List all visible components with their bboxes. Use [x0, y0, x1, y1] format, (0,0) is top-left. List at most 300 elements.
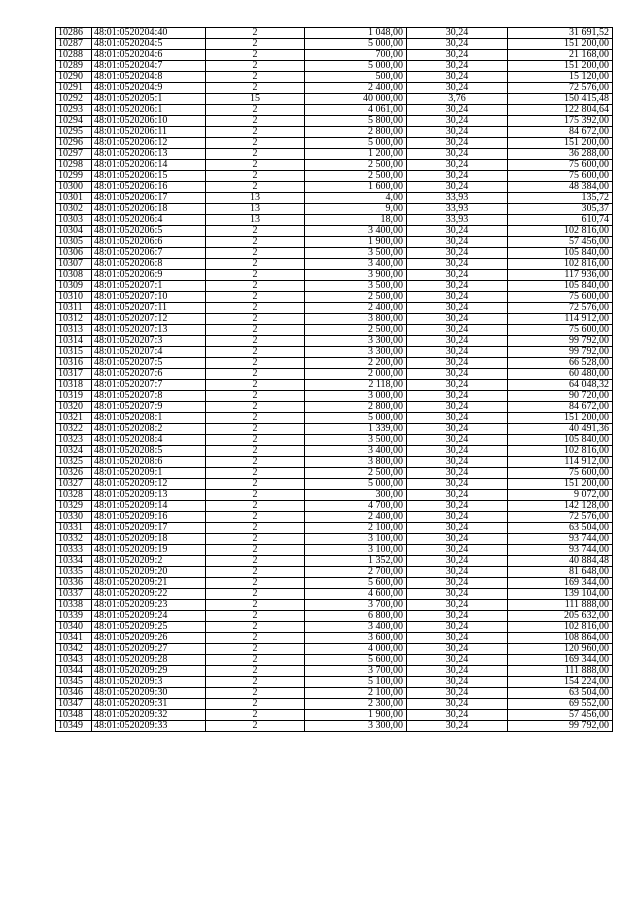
- table-row: [56, 325, 613, 336]
- area-cell: 3 700,00: [305, 666, 407, 677]
- area-cell: 4,00: [305, 193, 407, 204]
- row-number-cell: 10319: [56, 391, 92, 402]
- area-cell: 300,00: [305, 490, 407, 501]
- area-cell: 5 000,00: [305, 138, 407, 149]
- group-cell: 2: [206, 512, 305, 523]
- row-number-cell: 10339: [56, 611, 92, 622]
- value-cell: 175 392,00: [508, 116, 613, 127]
- value-cell: 69 552,00: [508, 699, 613, 710]
- rate-cell: 30,24: [407, 567, 508, 578]
- table-row: [56, 149, 613, 160]
- rate-cell: 33,93: [407, 204, 508, 215]
- group-cell: 2: [206, 325, 305, 336]
- table-row: [56, 644, 613, 655]
- value-cell: 66 528,00: [508, 358, 613, 369]
- area-cell: 2 400,00: [305, 303, 407, 314]
- row-number-cell: 10325: [56, 457, 92, 468]
- rate-cell: 30,24: [407, 83, 508, 94]
- row-number-cell: 10307: [56, 259, 92, 270]
- area-cell: 3 600,00: [305, 633, 407, 644]
- group-cell: 13: [206, 204, 305, 215]
- table-row: [56, 380, 613, 391]
- cadastral-number-cell: 48:01:0520207:5: [92, 358, 206, 369]
- group-cell: 2: [206, 523, 305, 534]
- rate-cell: 30,24: [407, 545, 508, 556]
- table-row: [56, 72, 613, 83]
- table-row: [56, 424, 613, 435]
- row-number-cell: 10323: [56, 435, 92, 446]
- area-cell: 1 352,00: [305, 556, 407, 567]
- group-cell: 2: [206, 501, 305, 512]
- rate-cell: 30,24: [407, 28, 508, 39]
- rate-cell: 30,24: [407, 677, 508, 688]
- value-cell: 75 600,00: [508, 160, 613, 171]
- row-number-cell: 10332: [56, 534, 92, 545]
- table-row: [56, 677, 613, 688]
- cadastral-number-cell: 48:01:0520208:5: [92, 446, 206, 457]
- area-cell: 6 800,00: [305, 611, 407, 622]
- area-cell: 3 000,00: [305, 391, 407, 402]
- area-cell: 3 300,00: [305, 336, 407, 347]
- rate-cell: 30,24: [407, 479, 508, 490]
- table-row: [56, 28, 613, 39]
- rate-cell: 30,24: [407, 149, 508, 160]
- row-number-cell: 10293: [56, 105, 92, 116]
- area-cell: 3 500,00: [305, 248, 407, 259]
- row-number-cell: 10334: [56, 556, 92, 567]
- cadastral-number-cell: 48:01:0520209:25: [92, 622, 206, 633]
- cadastral-number-cell: 48:01:0520208:2: [92, 424, 206, 435]
- area-cell: 2 000,00: [305, 369, 407, 380]
- value-cell: 72 576,00: [508, 512, 613, 523]
- area-cell: 5 000,00: [305, 479, 407, 490]
- group-cell: 2: [206, 688, 305, 699]
- group-cell: 2: [206, 556, 305, 567]
- rate-cell: 30,24: [407, 391, 508, 402]
- rate-cell: 30,24: [407, 666, 508, 677]
- row-number-cell: 10302: [56, 204, 92, 215]
- rate-cell: 30,24: [407, 127, 508, 138]
- cadastral-number-cell: 48:01:0520209:1: [92, 468, 206, 479]
- table-row: [56, 171, 613, 182]
- area-cell: 2 200,00: [305, 358, 407, 369]
- table-row: [56, 655, 613, 666]
- table-row: [56, 226, 613, 237]
- table-row: [56, 259, 613, 270]
- table-row: [56, 358, 613, 369]
- rate-cell: 30,24: [407, 688, 508, 699]
- area-cell: 2 400,00: [305, 512, 407, 523]
- group-cell: 2: [206, 149, 305, 160]
- table-row: [56, 688, 613, 699]
- group-cell: 2: [206, 347, 305, 358]
- group-cell: 2: [206, 281, 305, 292]
- rate-cell: 30,24: [407, 281, 508, 292]
- cadastral-number-cell: 48:01:0520206:5: [92, 226, 206, 237]
- area-cell: 3 400,00: [305, 259, 407, 270]
- area-cell: 1 200,00: [305, 149, 407, 160]
- rate-cell: 30,24: [407, 710, 508, 721]
- table-row: [56, 534, 613, 545]
- rate-cell: 30,24: [407, 39, 508, 50]
- table-row: [56, 622, 613, 633]
- group-cell: 2: [206, 72, 305, 83]
- area-cell: 5 800,00: [305, 116, 407, 127]
- row-number-cell: 10349: [56, 721, 92, 732]
- area-cell: 2 500,00: [305, 171, 407, 182]
- value-cell: 610,74: [508, 215, 613, 226]
- row-number-cell: 10342: [56, 644, 92, 655]
- row-number-cell: 10298: [56, 160, 92, 171]
- table-row: [56, 50, 613, 61]
- rate-cell: 30,24: [407, 270, 508, 281]
- group-cell: 2: [206, 369, 305, 380]
- value-cell: 63 504,00: [508, 523, 613, 534]
- area-cell: 2 800,00: [305, 402, 407, 413]
- cadastral-number-cell: 48:01:0520207:4: [92, 347, 206, 358]
- table-row: [56, 303, 613, 314]
- rate-cell: 30,24: [407, 435, 508, 446]
- group-cell: 13: [206, 193, 305, 204]
- area-cell: 5 600,00: [305, 655, 407, 666]
- value-cell: 102 816,00: [508, 446, 613, 457]
- group-cell: 2: [206, 644, 305, 655]
- rate-cell: 30,24: [407, 501, 508, 512]
- area-cell: 5 000,00: [305, 413, 407, 424]
- rate-cell: 30,24: [407, 325, 508, 336]
- area-cell: 4 000,00: [305, 644, 407, 655]
- cadastral-number-cell: 48:01:0520207:11: [92, 303, 206, 314]
- value-cell: 111 888,00: [508, 666, 613, 677]
- rate-cell: 30,24: [407, 468, 508, 479]
- table-row: [56, 413, 613, 424]
- cadastral-number-cell: 48:01:0520206:10: [92, 116, 206, 127]
- group-cell: 2: [206, 237, 305, 248]
- area-cell: 2 500,00: [305, 292, 407, 303]
- group-cell: 2: [206, 622, 305, 633]
- rate-cell: 30,24: [407, 50, 508, 61]
- value-cell: 99 792,00: [508, 347, 613, 358]
- group-cell: 2: [206, 259, 305, 270]
- row-number-cell: 10343: [56, 655, 92, 666]
- group-cell: 2: [206, 655, 305, 666]
- value-cell: 151 200,00: [508, 138, 613, 149]
- row-number-cell: 10326: [56, 468, 92, 479]
- area-cell: 3 400,00: [305, 226, 407, 237]
- area-cell: 2 100,00: [305, 688, 407, 699]
- value-cell: 57 456,00: [508, 710, 613, 721]
- value-cell: 102 816,00: [508, 259, 613, 270]
- area-cell: 5 000,00: [305, 39, 407, 50]
- rate-cell: 30,24: [407, 424, 508, 435]
- table-row: [56, 193, 613, 204]
- area-cell: 3 500,00: [305, 281, 407, 292]
- value-cell: 63 504,00: [508, 688, 613, 699]
- cadastral-number-cell: 48:01:0520208:1: [92, 413, 206, 424]
- value-cell: 114 912,00: [508, 314, 613, 325]
- group-cell: 2: [206, 710, 305, 721]
- table-row: [56, 545, 613, 556]
- rate-cell: 30,24: [407, 413, 508, 424]
- area-cell: 2 400,00: [305, 83, 407, 94]
- area-cell: 1 339,00: [305, 424, 407, 435]
- table-row: [56, 490, 613, 501]
- rate-cell: 30,24: [407, 622, 508, 633]
- table-row: [56, 435, 613, 446]
- row-number-cell: 10288: [56, 50, 92, 61]
- rate-cell: 30,24: [407, 226, 508, 237]
- row-number-cell: 10310: [56, 292, 92, 303]
- rate-cell: 33,93: [407, 215, 508, 226]
- table-row: [56, 336, 613, 347]
- group-cell: 2: [206, 457, 305, 468]
- table-row: [56, 567, 613, 578]
- rate-cell: 30,24: [407, 116, 508, 127]
- table-row: [56, 457, 613, 468]
- row-number-cell: 10289: [56, 61, 92, 72]
- row-number-cell: 10313: [56, 325, 92, 336]
- row-number-cell: 10312: [56, 314, 92, 325]
- group-cell: 2: [206, 600, 305, 611]
- cadastral-number-cell: 48:01:0520207:3: [92, 336, 206, 347]
- area-cell: 9,00: [305, 204, 407, 215]
- cadastral-number-cell: 48:01:0520204:8: [92, 72, 206, 83]
- row-number-cell: 10297: [56, 149, 92, 160]
- cadastral-number-cell: 48:01:0520209:19: [92, 545, 206, 556]
- table-row: [56, 314, 613, 325]
- value-cell: 151 200,00: [508, 479, 613, 490]
- group-cell: 2: [206, 721, 305, 732]
- group-cell: 2: [206, 28, 305, 39]
- area-cell: 3 300,00: [305, 347, 407, 358]
- table-body: [56, 28, 613, 732]
- area-cell: 3 400,00: [305, 446, 407, 457]
- cadastral-number-cell: 48:01:0520209:33: [92, 721, 206, 732]
- table-row: [56, 699, 613, 710]
- table-row: [56, 94, 613, 105]
- rate-cell: 30,24: [407, 72, 508, 83]
- rate-cell: 30,24: [407, 457, 508, 468]
- row-number-cell: 10340: [56, 622, 92, 633]
- cadastral-number-cell: 48:01:0520209:17: [92, 523, 206, 534]
- value-cell: 81 648,00: [508, 567, 613, 578]
- rate-cell: 30,24: [407, 633, 508, 644]
- value-cell: 151 200,00: [508, 61, 613, 72]
- area-cell: 500,00: [305, 72, 407, 83]
- area-cell: 1 048,00: [305, 28, 407, 39]
- group-cell: 2: [206, 358, 305, 369]
- row-number-cell: 10299: [56, 171, 92, 182]
- row-number-cell: 10331: [56, 523, 92, 534]
- rate-cell: 30,24: [407, 523, 508, 534]
- cadastral-number-cell: 48:01:0520209:13: [92, 490, 206, 501]
- table-row: [56, 105, 613, 116]
- cadastral-number-cell: 48:01:0520206:9: [92, 270, 206, 281]
- area-cell: 2 118,00: [305, 380, 407, 391]
- area-cell: 18,00: [305, 215, 407, 226]
- group-cell: 2: [206, 611, 305, 622]
- rate-cell: 33,93: [407, 193, 508, 204]
- area-cell: 2 300,00: [305, 699, 407, 710]
- table-row: [56, 666, 613, 677]
- group-cell: 2: [206, 402, 305, 413]
- value-cell: 75 600,00: [508, 171, 613, 182]
- rate-cell: 30,24: [407, 358, 508, 369]
- row-number-cell: 10311: [56, 303, 92, 314]
- row-number-cell: 10346: [56, 688, 92, 699]
- row-number-cell: 10327: [56, 479, 92, 490]
- table-row: [56, 215, 613, 226]
- row-number-cell: 10321: [56, 413, 92, 424]
- group-cell: 2: [206, 479, 305, 490]
- area-cell: 3 100,00: [305, 534, 407, 545]
- cadastral-number-cell: 48:01:0520209:29: [92, 666, 206, 677]
- area-cell: 40 000,00: [305, 94, 407, 105]
- value-cell: 40 491,36: [508, 424, 613, 435]
- area-cell: 3 100,00: [305, 545, 407, 556]
- row-number-cell: 10344: [56, 666, 92, 677]
- rate-cell: 30,24: [407, 578, 508, 589]
- table-row: [56, 391, 613, 402]
- cadastral-number-cell: 48:01:0520209:31: [92, 699, 206, 710]
- rate-cell: 30,24: [407, 556, 508, 567]
- row-number-cell: 10324: [56, 446, 92, 457]
- value-cell: 102 816,00: [508, 226, 613, 237]
- area-cell: 4 061,00: [305, 105, 407, 116]
- table-row: [56, 138, 613, 149]
- cadastral-number-cell: 48:01:0520206:1: [92, 105, 206, 116]
- row-number-cell: 10303: [56, 215, 92, 226]
- table-row: [56, 237, 613, 248]
- row-number-cell: 10291: [56, 83, 92, 94]
- value-cell: 150 415,48: [508, 94, 613, 105]
- cadastral-number-cell: 48:01:0520206:15: [92, 171, 206, 182]
- value-cell: 120 960,00: [508, 644, 613, 655]
- cadastral-number-cell: 48:01:0520207:6: [92, 369, 206, 380]
- table-row: [56, 204, 613, 215]
- group-cell: 2: [206, 83, 305, 94]
- value-cell: 90 720,00: [508, 391, 613, 402]
- value-cell: 40 884,48: [508, 556, 613, 567]
- cadastral-number-cell: 48:01:0520209:22: [92, 589, 206, 600]
- group-cell: 2: [206, 534, 305, 545]
- value-cell: 105 840,00: [508, 248, 613, 259]
- table-row: [56, 248, 613, 259]
- cadastral-number-cell: 48:01:0520209:12: [92, 479, 206, 490]
- area-cell: 3 300,00: [305, 721, 407, 732]
- group-cell: 2: [206, 171, 305, 182]
- cadastral-number-cell: 48:01:0520205:1: [92, 94, 206, 105]
- rate-cell: 30,24: [407, 171, 508, 182]
- area-cell: 2 100,00: [305, 523, 407, 534]
- row-number-cell: 10309: [56, 281, 92, 292]
- rate-cell: 30,24: [407, 237, 508, 248]
- rate-cell: 30,24: [407, 292, 508, 303]
- value-cell: 305,37: [508, 204, 613, 215]
- cadastral-number-cell: 48:01:0520204:6: [92, 50, 206, 61]
- value-cell: 135,72: [508, 193, 613, 204]
- value-cell: 169 344,00: [508, 578, 613, 589]
- table-row: [56, 710, 613, 721]
- rate-cell: 30,24: [407, 699, 508, 710]
- cadastral-number-cell: 48:01:0520206:4: [92, 215, 206, 226]
- row-number-cell: 10308: [56, 270, 92, 281]
- value-cell: 36 288,00: [508, 149, 613, 160]
- value-cell: 114 912,00: [508, 457, 613, 468]
- table-row: [56, 182, 613, 193]
- cadastral-number-cell: 48:01:0520206:8: [92, 259, 206, 270]
- row-number-cell: 10314: [56, 336, 92, 347]
- rate-cell: 30,24: [407, 314, 508, 325]
- value-cell: 122 804,64: [508, 105, 613, 116]
- group-cell: 2: [206, 424, 305, 435]
- table-row: [56, 61, 613, 72]
- rate-cell: 30,24: [407, 655, 508, 666]
- table-row: [56, 270, 613, 281]
- table-row: [56, 83, 613, 94]
- row-number-cell: 10338: [56, 600, 92, 611]
- row-number-cell: 10290: [56, 72, 92, 83]
- value-cell: 139 104,00: [508, 589, 613, 600]
- value-cell: 93 744,00: [508, 545, 613, 556]
- cadastral-number-cell: 48:01:0520207:1: [92, 281, 206, 292]
- value-cell: 57 456,00: [508, 237, 613, 248]
- rate-cell: 30,24: [407, 512, 508, 523]
- group-cell: 15: [206, 94, 305, 105]
- cadastral-number-cell: 48:01:0520209:30: [92, 688, 206, 699]
- row-number-cell: 10317: [56, 369, 92, 380]
- value-cell: 154 224,00: [508, 677, 613, 688]
- group-cell: 2: [206, 127, 305, 138]
- value-cell: 102 816,00: [508, 622, 613, 633]
- group-cell: 2: [206, 50, 305, 61]
- value-cell: 108 864,00: [508, 633, 613, 644]
- group-cell: 2: [206, 270, 305, 281]
- table-row: [56, 347, 613, 358]
- value-cell: 9 072,00: [508, 490, 613, 501]
- row-number-cell: 10315: [56, 347, 92, 358]
- value-cell: 169 344,00: [508, 655, 613, 666]
- group-cell: 2: [206, 292, 305, 303]
- area-cell: 1 900,00: [305, 710, 407, 721]
- group-cell: 2: [206, 413, 305, 424]
- cadastral-number-cell: 48:01:0520206:13: [92, 149, 206, 160]
- cadastral-number-cell: 48:01:0520209:24: [92, 611, 206, 622]
- cadastral-number-cell: 48:01:0520209:20: [92, 567, 206, 578]
- area-cell: 3 400,00: [305, 622, 407, 633]
- value-cell: 31 691,52: [508, 28, 613, 39]
- row-number-cell: 10347: [56, 699, 92, 710]
- group-cell: 2: [206, 446, 305, 457]
- row-number-cell: 10335: [56, 567, 92, 578]
- cadastral-number-cell: 48:01:0520208:6: [92, 457, 206, 468]
- area-cell: 2 500,00: [305, 468, 407, 479]
- group-cell: 2: [206, 391, 305, 402]
- table-row: [56, 479, 613, 490]
- group-cell: 2: [206, 589, 305, 600]
- table-row: [56, 501, 613, 512]
- table-row: [56, 523, 613, 534]
- group-cell: 2: [206, 490, 305, 501]
- group-cell: 2: [206, 314, 305, 325]
- row-number-cell: 10286: [56, 28, 92, 39]
- table-row: [56, 446, 613, 457]
- group-cell: 2: [206, 182, 305, 193]
- table-row: [56, 402, 613, 413]
- table-row: [56, 633, 613, 644]
- cadastral-number-cell: 48:01:0520209:14: [92, 501, 206, 512]
- rate-cell: 30,24: [407, 303, 508, 314]
